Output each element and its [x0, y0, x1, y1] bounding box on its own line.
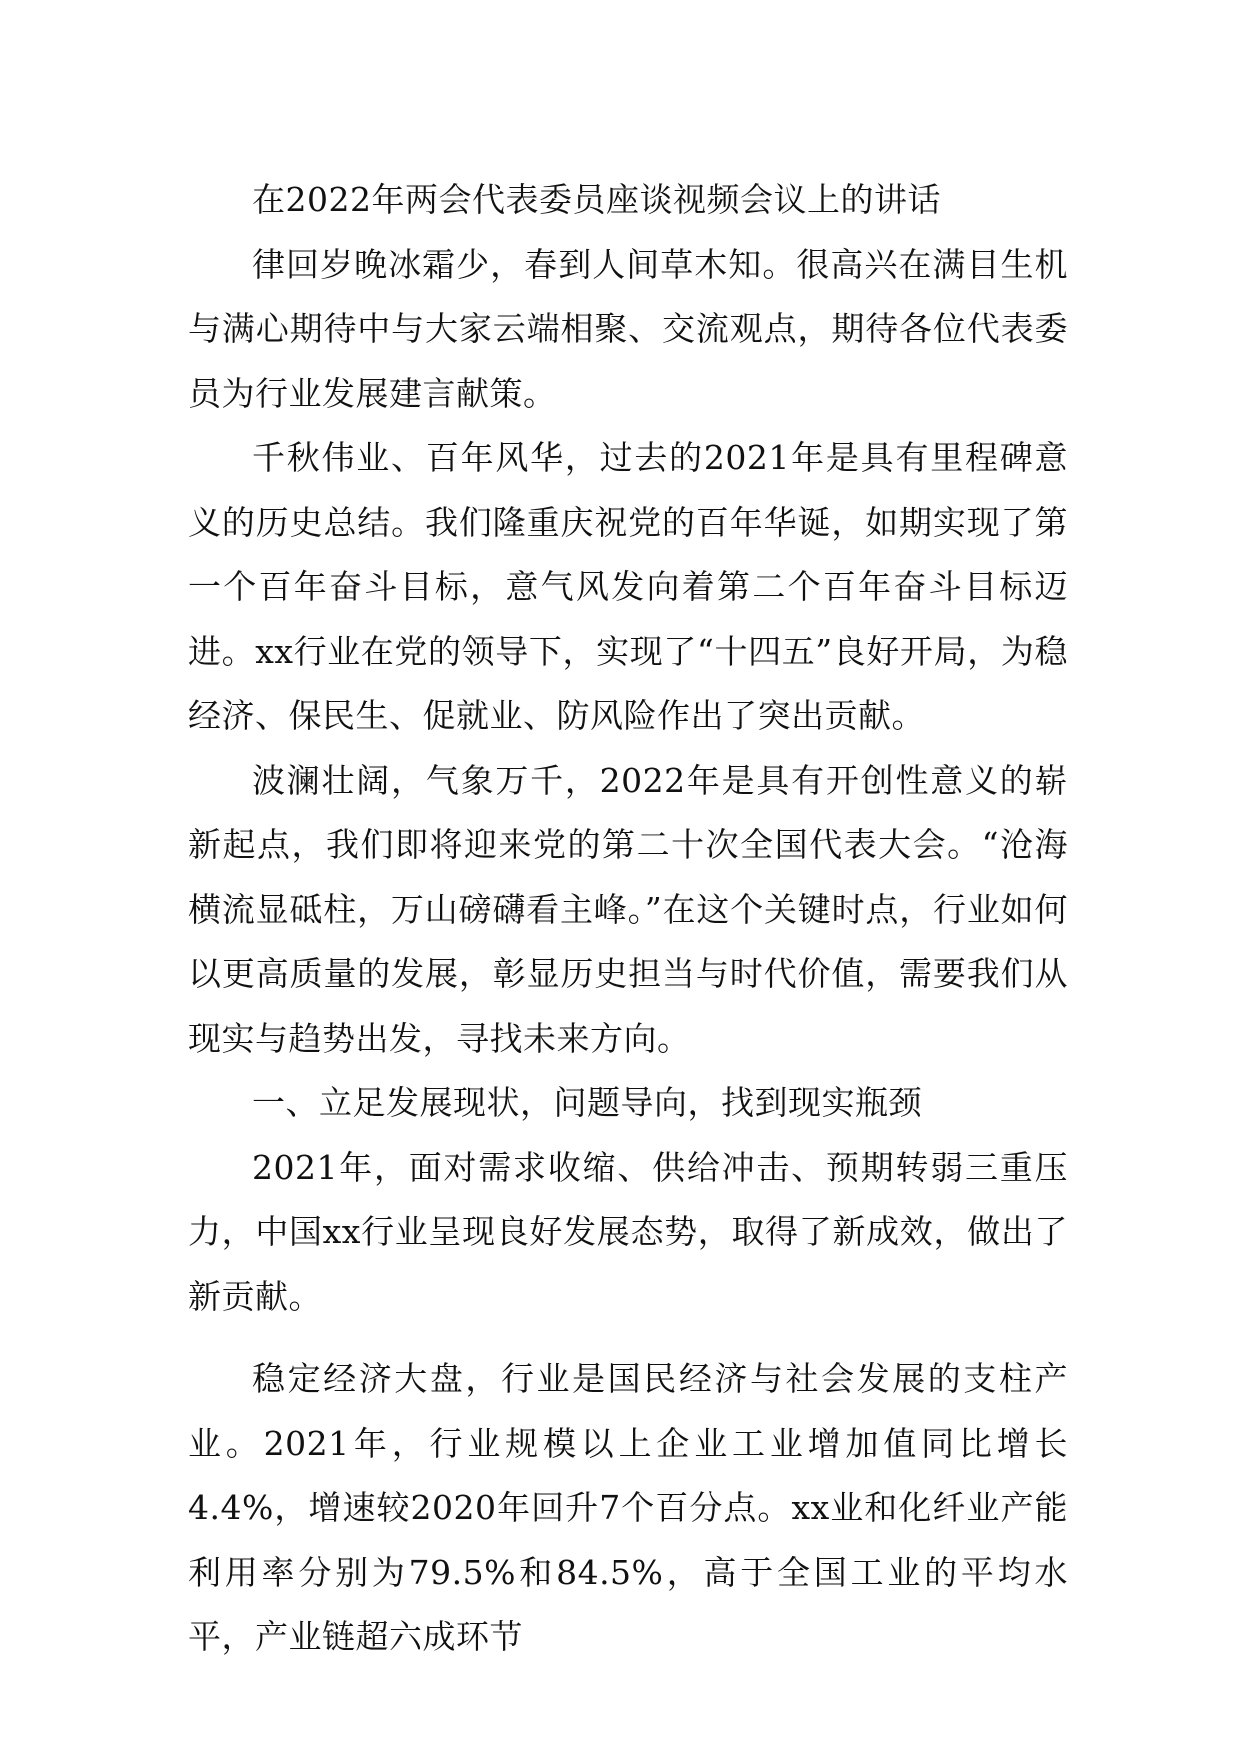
document-body	[188, 168, 1068, 1670]
paragraph-3: 波澜壮阔，气象万千，2022年是具有开创性意义的崭新起点，我们即将迎来党的第二十次全国代表大会。“沧海横流显砥柱，万山磅礴看主峰。”在这个关键时点，行业如何以更高质量的发展，彰显历史担当与时代价值，需要我们从现实与趋势出发，寻找未来方向。	[188, 760, 1068, 1058]
paragraph-4: 2021年，面对需求收缩、供给冲击、预期转弱三重压力，中国xx行业呈现良好发展态势，取得了新成效，做出了新贡献。	[188, 1147, 1068, 1316]
paragraph-1: 律回岁晚冰霜少，春到人间草木知。很高兴在满目生机与满心期待中与大家云端相聚、交流观点，期待各位代表委员为行业发展建言献策。	[188, 244, 1068, 413]
paragraph-2: 千秋伟业、百年风华，过去的2021年是具有里程碑意义的历史总结。我们隆重庆祝党的百年华诞，如期实现了第一个百年奋斗目标，意气风发向着第二个百年奋斗目标迈进。xx行业在党的领导下，实现了“十四五”良好开局，为稳经济、保民生、促就业、防风险作出了突出贡献。	[188, 438, 1068, 735]
document-title: 在2022年两会代表委员座谈视频会议上的讲话	[252, 180, 941, 219]
paragraph-5: 稳定经济大盘，行业是国民经济与社会发展的支柱产业。2021年，行业规模以上企业工业增加值同比增长4.4%，增速较2020年回升7个百分点。xx业和化纤业产能利用率分别为79.5%和84.5%，高于全国工业的平均水平，产业链超六成环节	[188, 1359, 1068, 1656]
section-heading-1: 一、立足发展现状，问题导向，找到现实瓶颈	[252, 1083, 922, 1122]
